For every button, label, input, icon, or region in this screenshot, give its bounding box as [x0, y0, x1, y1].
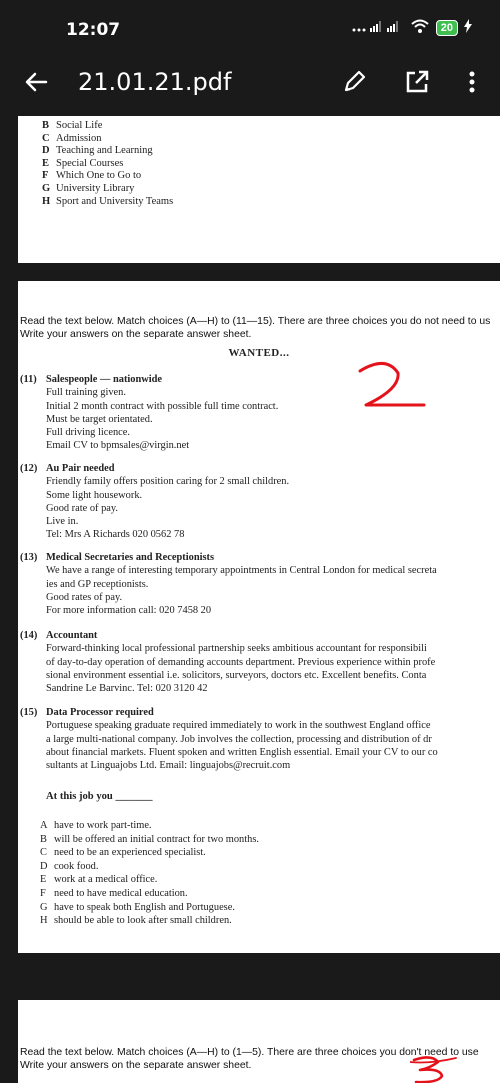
- option-list: [42, 120, 173, 208]
- instruction-line: Write your answers on the separate answer sheet.: [20, 1060, 252, 1071]
- list-item: A have to work part-time.: [40, 820, 152, 831]
- system-icons: [352, 18, 472, 37]
- signal-icon: [352, 19, 404, 36]
- instruction-line: Read the text below. Match choices (A—H) to (11—15). There are three choices you do not need to us: [20, 316, 491, 327]
- list-item: B will be offered an initial contract for two months.: [40, 833, 259, 845]
- list-item: F Which One to Go to: [42, 170, 142, 182]
- open-external-icon[interactable]: [403, 68, 431, 96]
- list-item: D Teaching and Learning: [42, 145, 153, 157]
- answer-options: [40, 819, 259, 928]
- pdf-page-1: [18, 116, 500, 263]
- list-item: E Special Courses: [42, 157, 124, 169]
- list-item: G have to speak both English and Portuguese.: [40, 901, 235, 913]
- pdf-page-2: Read the text below. Match choices (A—H) to (11—15). There are three choices you do not need to us Write your answers on the separate answer sheet. WANTED... (11) Salespeople — nationwide Full training given. Initial 2 month contract with possible full time contract. Must be target orientated. Full driving licence. Email CV to bpmsales@virgin.net (12) Au Pair needed Friendly family offers position caring for 2 small children. Some light housework. Good rate of pay. Live in. Tel: Mrs A Richards 020 0562 78 (13) Medical Secretaries and Receptionists We have a range of interesting temporary appointments in Central London for medical secreta ies and GP receptionists. Good rates of pay. For more information call: 020 7458 20 (14) Accountant Forward-thinking local professional partnership seeks ambitious accountant for responsibili of day-to-day operation of demanding accounts department. Previous experience within profe sional environment essential i.e. solicitors, surveyors, doctors etc. Excellent benefits. Conta Sandrine Le Barvinc. Tel: 020 3120 42 (15) Data Processor required Portuguese speaking graduate required immediately to work in the southwest England office a large multi-national company. Job involves the collection, processing and distribution of dr about financial markets. Fluent spoken and written English essential. Email your CV to our co sultants at Linguajobs Ltd. Email: linguajobs@recruit.com At this job you _______ A have to work part-time. B will be offered an initial contract for two months. C need to be an experienced specialist. D cook food. E work at a medical office. F need to have medical education. G have to speak both English and Portuguese. H should be able to look after small children.: [18, 281, 500, 953]
- instruction-line: Read the text below. Match choices (A—H) to (1—5). There are three choices you don't need to use: [20, 1047, 479, 1058]
- section-heading: WANTED...: [228, 347, 290, 359]
- list-item: H Sport and University Teams: [42, 195, 174, 207]
- list-item: C need to be an experienced specialist.: [40, 847, 206, 859]
- status-time: 12:07: [66, 20, 121, 40]
- document-title: 21.01.21.pdf: [78, 68, 232, 96]
- list-item: E work at a medical office.: [40, 874, 158, 886]
- more-options-icon[interactable]: [458, 68, 486, 96]
- handwritten-answer-3: [410, 1056, 460, 1083]
- list-item: D cook food.: [40, 860, 99, 872]
- app-bar: [0, 50, 500, 116]
- edit-pencil-icon[interactable]: [340, 68, 368, 96]
- list-item: G University Library: [42, 182, 135, 194]
- wifi-icon: [410, 18, 430, 37]
- instruction-line: Write your answers on the separate answer sheet.: [20, 329, 252, 340]
- back-arrow-icon[interactable]: [22, 68, 50, 96]
- list-item: H should be able to look after small children.: [40, 915, 232, 927]
- battery-icon: 20: [436, 20, 458, 36]
- list-item: C Admission: [42, 132, 102, 144]
- list-item: F need to have medical education.: [40, 887, 188, 899]
- pdf-page-3: [18, 1000, 500, 1083]
- list-item: B Social Life: [42, 120, 103, 131]
- charging-icon: [464, 19, 472, 36]
- status-bar: [0, 0, 500, 50]
- question-stem: At this job you _______: [46, 791, 153, 802]
